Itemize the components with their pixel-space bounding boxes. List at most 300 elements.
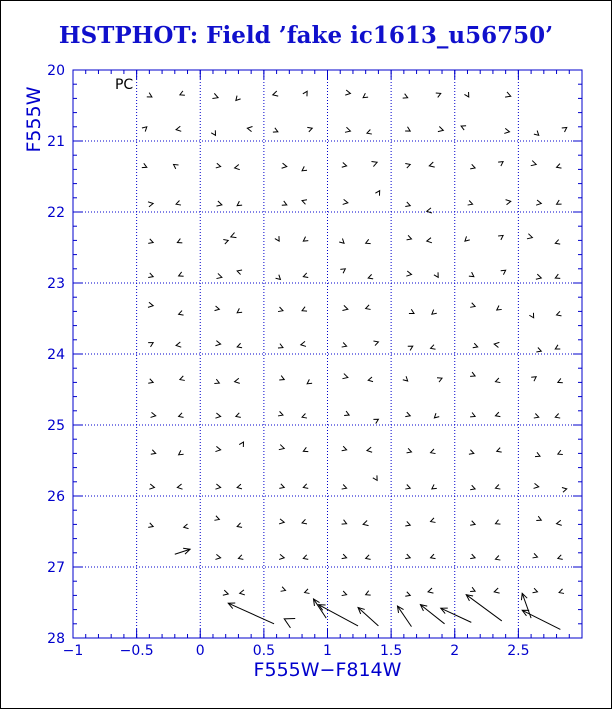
arrow-179: [557, 520, 562, 525]
arrow-head: [215, 413, 220, 418]
arrow-head: [427, 238, 432, 243]
arrow-130: [344, 411, 349, 415]
arrow-63: [427, 238, 432, 243]
arrow-head: [179, 413, 184, 418]
arrow-166: [148, 523, 153, 528]
arrow-174: [405, 521, 410, 526]
arrow-55: [177, 239, 182, 243]
arrow-90: [409, 309, 414, 313]
arrow-138: [151, 450, 156, 455]
arrow-head: [278, 344, 283, 348]
arrow-head: [148, 239, 153, 244]
arrow-71: [237, 270, 242, 275]
arrow-head: [558, 450, 563, 454]
arrow-44: [282, 201, 287, 205]
arrow-13: [176, 126, 181, 131]
arrow-69: [179, 272, 184, 276]
arrow-head: [409, 309, 414, 313]
arrow-19: [367, 130, 372, 135]
arrow-4: [273, 91, 278, 96]
arrow-head: [148, 343, 153, 347]
arrow-194: [240, 590, 245, 595]
arrow-head: [373, 341, 378, 346]
arrow-head: [284, 618, 295, 627]
arrow-head: [223, 240, 228, 245]
arrow-169: [237, 523, 242, 528]
arrow-152: [149, 484, 154, 489]
arrow-head: [151, 412, 156, 417]
y-axis-label: F555W: [23, 86, 45, 153]
arrow-165: [562, 488, 567, 493]
arrow-29: [235, 165, 240, 170]
arrow-193: [223, 590, 228, 595]
arrow-170: [279, 519, 284, 524]
arrow-head: [180, 91, 185, 95]
arrow-99: [237, 343, 242, 348]
arrow-head: [343, 199, 348, 204]
arrow-head: [342, 520, 347, 524]
arrow-100: [278, 344, 283, 348]
arrow-118: [403, 376, 408, 381]
arrow-56: [223, 240, 228, 245]
arrow-head: [273, 91, 278, 96]
arrow-head: [231, 233, 237, 238]
arrow-77: [434, 272, 438, 277]
arrow-head: [405, 202, 410, 207]
arrow-head: [282, 163, 287, 168]
arrow-50: [468, 201, 473, 206]
y-tick-label-0: 20: [47, 63, 65, 79]
arrow-head: [371, 161, 377, 166]
arrow-147: [431, 449, 436, 454]
arrow-21: [438, 126, 443, 131]
arrow-146: [407, 448, 412, 453]
arrow-108: [536, 347, 541, 352]
arrow-159: [373, 475, 377, 480]
arrow-157: [303, 484, 308, 489]
arrow-head: [407, 235, 412, 240]
arrow-head: [434, 413, 439, 418]
arrow-head: [469, 272, 474, 276]
arrow-head: [373, 419, 378, 423]
arrow-78: [469, 272, 474, 276]
arrow-head: [273, 128, 278, 132]
arrow-head: [535, 452, 540, 456]
arrow-head: [342, 305, 347, 310]
arrow-11: [505, 92, 511, 97]
arrow-head: [406, 271, 411, 276]
arrow-head: [215, 554, 220, 559]
arrow-180: [175, 548, 190, 554]
arrow-head: [405, 412, 410, 417]
arrow-191: [533, 553, 538, 558]
arrow-head: [470, 303, 475, 308]
arrow-133: [434, 413, 439, 418]
arrow-150: [535, 452, 540, 456]
y-tick-label-7: 27: [47, 560, 65, 576]
arrow-106: [473, 343, 478, 348]
arrow-43: [237, 201, 242, 205]
arrow-195: [281, 587, 286, 592]
arrow-45: [302, 200, 307, 205]
arrow-head: [301, 341, 306, 346]
arrow-head: [302, 166, 307, 170]
arrow-shaft: [314, 599, 327, 618]
arrow-125: [179, 413, 184, 418]
arrow-79: [501, 270, 506, 274]
arrow-head: [470, 521, 475, 526]
arrow-head: [495, 485, 500, 490]
arrow-head: [408, 346, 413, 350]
arrow-48: [405, 202, 410, 207]
arrow-head: [527, 234, 532, 239]
arrow-head: [184, 524, 189, 529]
arrow-53: [557, 200, 562, 204]
arrow-39: [557, 164, 562, 169]
arrow-81: [555, 274, 560, 278]
arrow-head: [339, 238, 344, 243]
arrow-head: [345, 90, 350, 95]
arrow-200: [428, 588, 433, 593]
arrow-98: [215, 341, 220, 346]
arrow-105: [431, 345, 436, 350]
arrow-107: [494, 342, 499, 347]
arrow-head: [237, 201, 242, 205]
arrow-52: [536, 200, 541, 205]
arrow-6: [345, 90, 350, 95]
chart-title: HSTPHOT: Field ’fake ic1613_u56750’: [58, 22, 554, 49]
arrow-210: [397, 606, 411, 627]
arrow-head: [142, 163, 147, 167]
arrow-head: [275, 236, 279, 241]
arrow-head: [214, 516, 219, 521]
arrow-12: [142, 127, 147, 132]
arrow-54: [148, 239, 153, 244]
arrow-head: [215, 306, 220, 311]
arrow-59: [303, 237, 308, 241]
arrow-182: [238, 555, 243, 560]
arrow-31: [302, 166, 307, 170]
arrow-head: [215, 446, 220, 451]
arrow-head: [279, 554, 284, 559]
arrow-head: [534, 414, 539, 419]
grid-lines: [73, 70, 582, 638]
arrow-83: [179, 311, 184, 316]
arrow-14: [211, 130, 215, 135]
arrow-127: [236, 413, 241, 418]
arrow-head: [278, 411, 283, 416]
shift-vectors: [142, 90, 567, 629]
arrow-128: [278, 411, 283, 416]
arrow-140: [215, 446, 220, 451]
arrow-head: [497, 306, 502, 310]
arrow-head: [403, 376, 408, 381]
arrow-head: [236, 413, 241, 418]
arrow-head: [555, 240, 560, 245]
arrow-134: [470, 413, 475, 417]
arrow-head: [211, 130, 215, 135]
arrow-37: [498, 162, 503, 166]
arrow-20: [405, 127, 410, 131]
arrow-head: [494, 588, 499, 593]
arrow-0: [147, 93, 152, 97]
arrow-142: [279, 445, 284, 450]
arrow-head: [148, 523, 153, 528]
arrow-head: [303, 273, 308, 278]
arrow-162: [470, 485, 475, 490]
arrow-173: [363, 521, 368, 526]
arrow-109: [555, 345, 560, 349]
arrow-head: [432, 310, 437, 315]
arrow-93: [497, 306, 502, 310]
arrow-66: [527, 234, 532, 239]
arrow-132: [405, 412, 410, 417]
arrow-head: [180, 376, 185, 381]
x-tick-label-2: 0: [195, 643, 205, 659]
arrow-head: [461, 126, 466, 130]
arrow-8: [403, 94, 408, 98]
arrow-head: [279, 376, 284, 380]
arrow-148: [469, 450, 474, 455]
arrow-88: [342, 305, 347, 310]
arrow-shaft: [466, 595, 502, 621]
arrow-head: [212, 93, 218, 98]
arrow-104: [408, 346, 413, 350]
x-tick-label-3: 0.5: [252, 643, 276, 659]
arrow-head: [279, 445, 284, 450]
arrow-101: [301, 341, 306, 346]
arrow-22: [461, 126, 466, 130]
arrow-head: [279, 484, 284, 489]
arrow-head: [237, 343, 242, 348]
arrow-head: [302, 414, 307, 419]
y-tick-label-4: 24: [47, 347, 65, 363]
arrow-head: [148, 379, 153, 384]
arrow-61: [366, 239, 371, 243]
arrow-head: [363, 93, 368, 97]
arrow-head: [431, 554, 436, 559]
arrow-head: [281, 587, 286, 592]
arrow-212: [441, 608, 472, 622]
arrow-head: [147, 93, 152, 97]
arrow-head: [559, 589, 564, 594]
arrow-head: [497, 448, 502, 453]
arrow-47: [375, 191, 379, 196]
arrow-head: [557, 200, 562, 204]
arrow-201: [470, 587, 475, 591]
arrow-head: [431, 518, 436, 523]
arrow-17: [307, 127, 312, 132]
arrow-head: [431, 345, 436, 350]
arrow-head: [282, 201, 287, 205]
arrow-112: [214, 379, 219, 383]
arrow-7: [363, 93, 368, 97]
arrow-116: [342, 374, 347, 379]
arrow-89: [366, 305, 371, 310]
arrow-head: [437, 378, 442, 382]
arrow-head: [307, 379, 312, 383]
arrow-head: [557, 520, 562, 525]
arrow-163: [495, 485, 500, 490]
arrow-111: [180, 376, 185, 381]
arrow-42: [216, 201, 221, 206]
arrow-head: [494, 342, 499, 347]
arrow-head: [342, 485, 347, 490]
arrow-head: [429, 162, 434, 167]
arrow-head: [531, 377, 536, 381]
arrow-33: [371, 161, 377, 166]
arrow-head: [498, 162, 503, 166]
arrow-head: [239, 442, 243, 447]
arrow-head: [473, 343, 478, 348]
arrow-34: [405, 164, 410, 169]
arrow-head: [375, 191, 379, 196]
arrow-head: [536, 516, 541, 520]
arrow-head: [557, 164, 562, 169]
arrow-head: [536, 347, 541, 352]
arrow-head: [279, 519, 284, 524]
arrow-head: [495, 520, 500, 524]
arrow-head: [366, 555, 371, 560]
arrow-head: [531, 161, 536, 166]
arrow-115: [307, 379, 312, 383]
y-tick-label-5: 25: [47, 418, 65, 434]
arrow-head: [562, 128, 567, 132]
arrow-117: [368, 377, 373, 382]
arrow-head: [216, 163, 221, 168]
arrow-head: [366, 305, 371, 310]
arrow-91: [432, 310, 437, 315]
arrow-head: [533, 588, 538, 593]
arrow-103: [373, 341, 378, 346]
arrow-head: [431, 449, 436, 454]
arrow-head: [215, 484, 220, 489]
arrow-167: [184, 524, 189, 529]
arrow-85: [237, 308, 242, 312]
arrow-211: [420, 605, 444, 624]
arrow-177: [495, 520, 500, 524]
arrow-184: [303, 555, 308, 560]
arrow-head: [562, 488, 567, 493]
arrow-203: [533, 588, 538, 593]
arrow-head: [536, 274, 541, 279]
arrow-120: [470, 372, 475, 376]
arrow-head: [434, 272, 438, 277]
arrow-188: [431, 554, 436, 559]
arrow-18: [345, 127, 350, 132]
arrow-head: [240, 590, 245, 595]
arrow-head: [303, 555, 308, 560]
arrow-58: [275, 236, 279, 241]
arrow-141: [239, 442, 243, 447]
x-tick-labels: [63, 643, 530, 659]
arrow-38: [531, 161, 536, 166]
arrow-shaft: [397, 606, 411, 627]
arrow-164: [534, 483, 539, 488]
arrow-25: [562, 128, 567, 132]
arrow-41: [176, 201, 181, 206]
arrow-143: [303, 447, 308, 451]
arrow-head: [235, 165, 240, 170]
arrow-151: [558, 450, 563, 454]
arrow-head: [555, 345, 560, 349]
arrow-head: [465, 236, 470, 241]
arrow-161: [432, 484, 437, 488]
arrow-head: [470, 485, 475, 490]
arrow-head: [176, 126, 181, 131]
arrow-149: [497, 448, 502, 453]
arrow-head: [368, 377, 373, 382]
arrow-171: [302, 519, 307, 524]
arrow-158: [342, 485, 347, 490]
arrow-head: [179, 311, 184, 316]
arrow-199: [405, 592, 410, 597]
arrow-head: [469, 450, 474, 455]
arrow-head: [237, 270, 242, 275]
arrow-head: [345, 127, 350, 132]
arrow-46: [343, 199, 348, 204]
arrow-189: [470, 554, 475, 559]
arrow-156: [279, 484, 284, 489]
x-axis-label: F555W−F814W: [253, 659, 402, 681]
arrow-head: [176, 201, 181, 206]
arrow-head: [495, 556, 500, 561]
arrow-head: [534, 483, 539, 488]
arrow-head: [405, 127, 410, 131]
arrow-202: [494, 588, 499, 593]
arrow-head: [215, 341, 220, 346]
arrow-head: [498, 235, 503, 239]
arrow-154: [215, 484, 220, 489]
arrow-head: [470, 554, 475, 559]
arrow-head: [148, 202, 153, 207]
pc-annotation: PC: [114, 77, 134, 94]
arrow-head: [235, 378, 240, 383]
arrow-head: [432, 484, 437, 488]
arrow-60: [339, 238, 344, 243]
arrow-82: [148, 302, 153, 307]
arrow-192: [558, 555, 563, 560]
arrow-123: [558, 378, 563, 382]
arrow-135: [495, 412, 500, 417]
arrow-head: [148, 273, 153, 278]
arrow-27: [174, 164, 179, 168]
arrow-207: [314, 599, 327, 618]
arrow-shaft: [441, 608, 472, 622]
arrow-160: [405, 485, 410, 490]
arrow-129: [302, 414, 307, 419]
arrow-head: [342, 374, 347, 379]
arrow-head: [303, 91, 307, 96]
arrow-204: [559, 589, 564, 594]
arrow-5: [303, 91, 307, 96]
arrow-80: [536, 274, 541, 279]
arrow-197: [342, 591, 347, 596]
arrow-head: [179, 450, 184, 454]
y-tick-label-8: 28: [47, 631, 65, 647]
arrow-215: [522, 610, 560, 629]
arrow-head: [468, 201, 473, 206]
arrow-137: [555, 414, 560, 419]
arrow-9: [436, 93, 441, 97]
arrow-95: [557, 311, 562, 316]
arrow-40: [148, 202, 153, 207]
arrow-26: [142, 163, 147, 167]
arrow-73: [303, 273, 308, 278]
arrow-185: [342, 554, 347, 559]
arrow-head: [373, 475, 377, 480]
arrow-head: [405, 554, 410, 559]
